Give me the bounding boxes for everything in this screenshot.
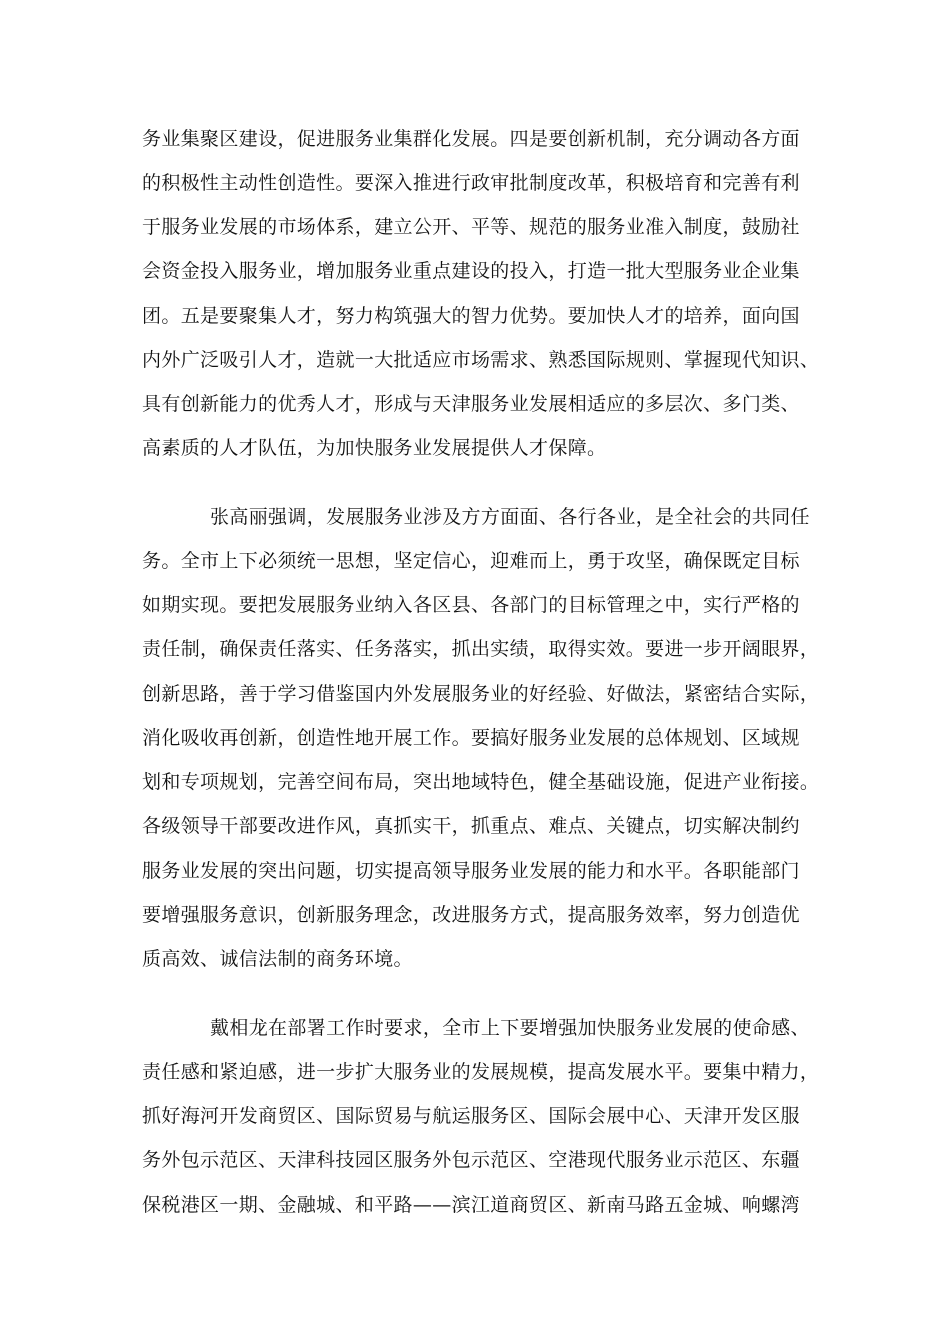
paragraph-2-line-4: 责任制，确保责任落实、任务落实，抓出实绩，取得实效。要进一步开阔眼界， [142,638,820,660]
paragraph-2-line-5: 创新思路，善于学习借鉴国内外发展服务业的好经验、好做法，紧密结合实际， [142,683,820,705]
paragraph-1-line-6: 内外广泛吸引人才，造就一大批适应市场需求、熟悉国际规则、掌握现代知识、 [142,349,820,371]
paragraph-1-line-1: 务业集聚区建设，促进服务业集群化发展。四是要创新机制，充分调动各方面 [142,128,800,150]
paragraph-1-line-7: 具有创新能力的优秀人才，形成与天津服务业发展相适应的多层次、多门类、 [142,393,800,415]
paragraph-2-line-11: 质高效、诚信法制的商务环境。 [142,948,413,970]
paragraph-2-line-3: 如期实现。要把发展服务业纳入各区县、各部门的目标管理之中，实行严格的 [142,594,800,616]
paragraph-2-line-9: 服务业发展的突出问题，切实提高领导服务业发展的能力和水平。各职能部门 [142,860,800,882]
paragraph-1-line-4: 会资金投入服务业，增加服务业重点建设的投入，打造一批大型服务业企业集 [142,260,800,282]
paragraph-1-line-5: 团。五是要聚集人才，努力构筑强大的智力优势。要加快人才的培养，面向国 [142,305,800,327]
paragraph-3-line-2: 责任感和紧迫感，进一步扩大服务业的发展规模，提高发展水平。要集中精力， [142,1061,820,1083]
paragraph-3-line-4: 务外包示范区、天津科技园区服务外包示范区、空港现代服务业示范区、东疆 [142,1149,800,1171]
paragraph-2-line-6: 消化吸收再创新，创造性地开展工作。要搞好服务业发展的总体规划、区域规 [142,727,800,749]
paragraph-3-line-3: 抓好海河开发商贸区、国际贸易与航运服务区、国际会展中心、天津开发区服 [142,1105,800,1127]
paragraph-1-line-3: 于服务业发展的市场体系，建立公开、平等、规范的服务业准入制度，鼓励社 [142,216,800,238]
paragraph-2-line-7: 划和专项规划，完善空间布局，突出地域特色，健全基础设施，促进产业衔接。 [142,771,820,793]
paragraph-2-line-2: 务。全市上下必须统一思想，坚定信心，迎难而上，勇于攻坚，确保既定目标 [142,550,800,572]
paragraph-2-line-1: 张高丽强调，发展服务业涉及方方面面、各行各业，是全社会的共同任 [210,506,810,528]
paragraph-3-line-5: 保税港区一期、金融城、和平路——滨江道商贸区、新南马路五金城、响螺湾 [142,1194,800,1216]
paragraph-1-line-2: 的积极性主动性创造性。要深入推进行政审批制度改革，积极培育和完善有利 [142,172,800,194]
paragraph-3-line-1: 戴相龙在部署工作时要求，全市上下要增强加快服务业发展的使命感、 [210,1017,810,1039]
paragraph-2-line-8: 各级领导干部要改进作风，真抓实干，抓重点、难点、关键点，切实解决制约 [142,815,800,837]
paragraph-2-line-10: 要增强服务意识，创新服务理念，改进服务方式，提高服务效率，努力创造优 [142,904,800,926]
paragraph-1-line-8: 高素质的人才队伍，为加快服务业发展提供人才保障。 [142,437,607,459]
